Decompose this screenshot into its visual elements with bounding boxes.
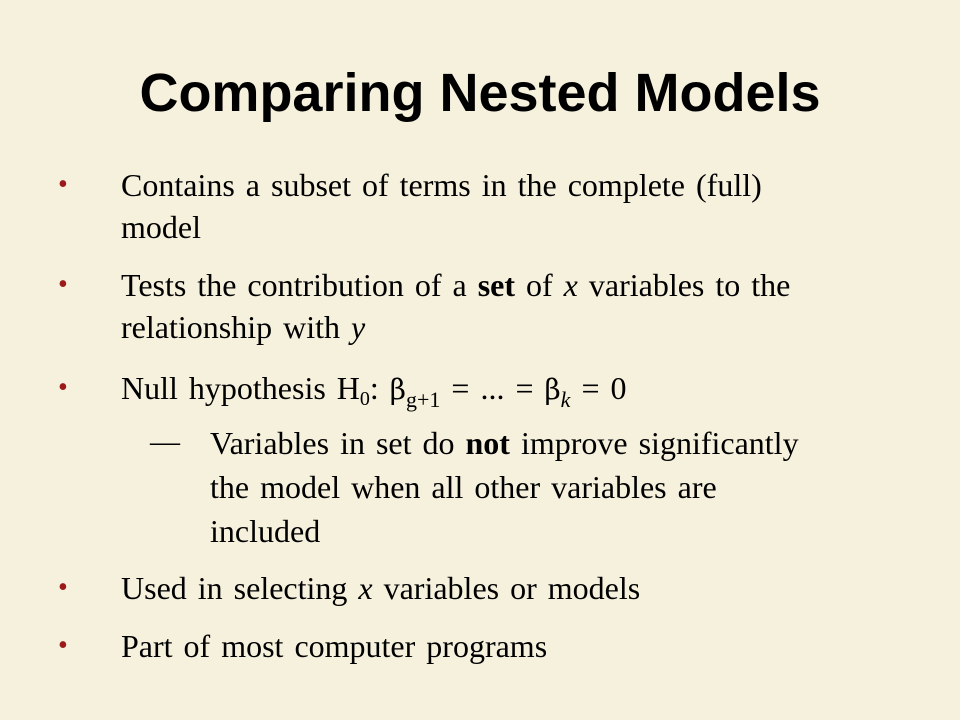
bullet-5-text: Part of most computer programs [121,628,548,664]
bullet-2-line-2: relationship with [121,309,351,345]
bullet-text [121,367,861,411]
bullet-4-part-2: variables or models [372,570,641,606]
bullet-2-part-2: of [515,267,564,303]
bullet-2-y: y [350,309,366,345]
bullet-4-x: x [358,570,373,606]
bullet-3-part-4: = 0 [570,370,627,406]
bullet-4-part-1: Used in selecting [121,570,359,606]
bullet-text [121,625,861,667]
beta-symbol: β [389,373,406,406]
bullet-3-part-2: : [369,370,390,406]
bullet-3-part-1: Null hypothesis H [121,370,360,406]
bullet-3-sub-0: 0 [359,388,370,410]
bullet-marker: • [58,630,68,661]
bullet-2-bold: set [477,267,515,303]
bullet-text [121,164,861,248]
bullet-marker: • [58,372,68,403]
bullet-2-part-1: Tests the contribution of a [121,267,478,303]
bullet-1-line-1: Contains a subset of terms in the complete (full) [121,167,762,203]
sub-bullet-line-3: included [210,513,321,549]
slide-title: Comparing Nested Models [139,63,821,123]
sub-bullet-part-1: Variables in set do [210,425,466,461]
dash-marker: — [150,425,180,458]
bullet-1-line-2: model [121,209,201,245]
bullet-text [121,264,861,348]
bullet-marker: • [58,269,68,300]
bullet-2-x: x [563,267,578,303]
bullet-2-part-3: variables to the [577,267,791,303]
bullet-text [121,567,861,609]
sub-bullet-part-2: improve significantly [509,425,799,461]
beta-symbol: β [544,373,561,406]
bullet-marker: • [58,572,68,603]
bullet-3-sub-k: k [560,387,571,412]
sub-bullet-bold: not [465,425,510,461]
bullet-3-sub-g: g+1 [405,387,441,412]
sub-bullet-line-2: the model when all other variables are [210,469,717,505]
sub-bullet-text [210,421,890,553]
bullet-3-part-3: = ... = [440,370,545,406]
bullet-marker: • [58,169,68,200]
